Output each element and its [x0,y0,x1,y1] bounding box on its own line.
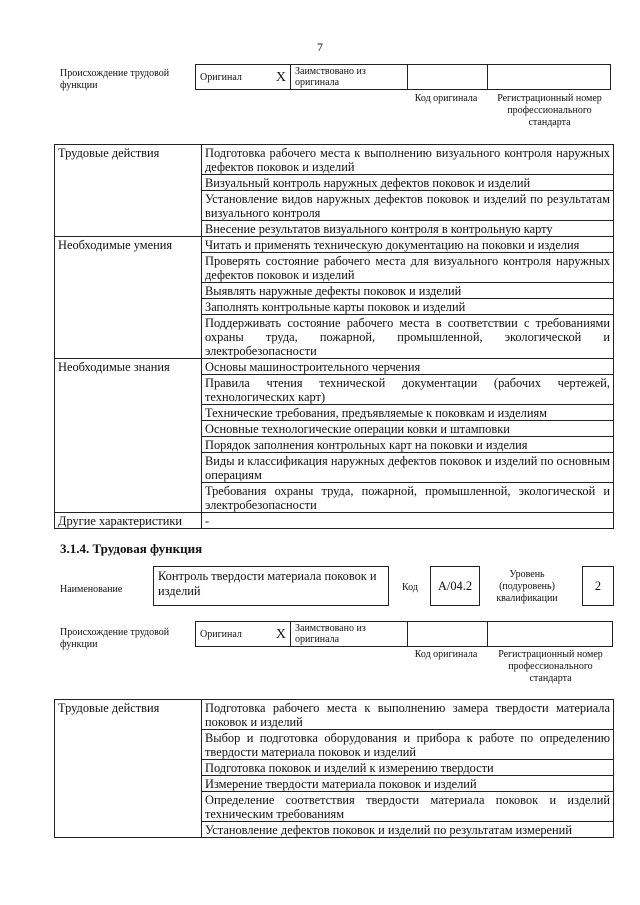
category-cell [55,437,202,453]
original-label: Оригинал [200,628,242,640]
category-cell [55,175,202,191]
reg-caption: Регистрационный номер профессионального стандарта [498,649,603,684]
content-cell: Определение соответствия твердости материала поковок и изделий техническим требованиям [202,792,614,822]
content-cell: Подготовка рабочего места к выполнению замера твердости материала поковок и изделий [202,700,614,730]
origin-label: Происхождение трудовой функции [60,627,170,650]
original-mark: X [275,626,286,642]
table-row [55,760,614,776]
table-row [55,221,614,237]
category-cell [55,253,202,283]
original-cell [196,65,291,90]
origin-label: Происхождение трудовой функции [60,68,170,91]
content-cell: Установление дефектов поковок и изделий по результатам измерений [202,822,614,838]
table-row [55,375,614,405]
table-row [55,822,614,838]
content-cell: Проверять состояние рабочего места для визуального контроля наружных дефектов поковок и изделий [202,253,614,283]
table-row [55,283,614,299]
category-cell [55,283,202,299]
content-cell: Читать и применять техническую документацию на поковки и изделия [202,237,614,253]
category-cell: Необходимые знания [55,359,202,375]
table-row [55,359,614,375]
content-cell: Выявлять наружные дефекты поковок и изделий [202,283,614,299]
category-cell: Другие характеристики [55,513,202,529]
content-cell: Выбор и подготовка оборудования и прибора к работе по определению твердости материала поковок и изделий [202,730,614,760]
content-cell: Измерение твердости материала поковок и изделий [202,776,614,792]
category-cell [55,760,202,776]
category-cell: Трудовые действия [55,145,202,175]
category-cell: Необходимые умения [55,237,202,253]
name-value: Контроль твердости материала поковок и изделий [158,569,377,598]
content-cell: Установление видов наружных дефектов поковок и изделий по результатам визуального контроля [202,191,614,221]
category-cell [55,191,202,221]
code-box [430,566,480,606]
code-caption: Код оригинала [414,649,478,660]
content-cell: Виды и классификация наружных дефектов поковок и изделий по основным операциям [202,453,614,483]
content-cell: Поддерживать состояние рабочего места в соответствии с требованиями охраны труда, пожарной, промышленной, экологической и электробезопасности [202,315,614,359]
category-cell [55,221,202,237]
content-cell: Технические требования, предъявляемые к поковкам и изделиям [202,405,614,421]
table-row [55,453,614,483]
content-cell: Основы машиностроительного черчения [202,359,614,375]
table-row [55,483,614,513]
content-cell: Внесение результатов визуального контроля в контрольную карту [202,221,614,237]
content-cell: Основные технологические операции ковки и штамповки [202,421,614,437]
category-cell: Трудовые действия [55,700,202,730]
table-row [55,315,614,359]
table-row [55,421,614,437]
category-cell [55,792,202,822]
original-code-cell [408,622,488,647]
table-row [55,437,614,453]
table-row [55,513,614,529]
table-row [55,792,614,822]
table-row [55,237,614,253]
reg-number-cell [488,65,611,90]
code-label: Код [402,582,418,593]
content-cell: - [202,513,614,529]
name-box [153,566,389,606]
content-cell: Подготовка рабочего места к выполнению визуального контроля наружных дефектов поковок и изделий [202,145,614,175]
table-row [55,191,614,221]
level-box [582,566,614,606]
reg-number-cell [488,622,613,647]
original-mark: X [275,69,286,85]
code-value: А/04.2 [437,579,473,593]
reg-caption: Регистрационный номер профессионального стандарта [497,93,602,128]
original-cell [196,622,291,647]
level-label: Уровень (подуровень) квалификации [496,569,558,604]
category-cell [55,453,202,483]
content-cell: Порядок заполнения контрольных карт на поковки и изделия [202,437,614,453]
category-cell [55,421,202,437]
table-row [55,253,614,283]
category-cell [55,776,202,792]
code-caption: Код оригинала [414,93,478,104]
name-label: Наименование [60,584,123,595]
category-cell [55,299,202,315]
content-cell: Визуальный контроль наружных дефектов поковок и изделий [202,175,614,191]
content-cell: Подготовка поковок и изделий к измерению твердости [202,760,614,776]
category-cell [55,315,202,359]
content-cell: Требования охраны труда, пожарной, промышленной, экологической и электробезопасности [202,483,614,513]
origin-table [195,64,611,90]
content-cell: Правила чтения технической документации (рабочих чертежей, технологических карт) [202,375,614,405]
table-row [55,405,614,421]
page-number: 7 [317,40,323,54]
table-row [55,175,614,191]
category-cell [55,405,202,421]
section-heading: 3.1.4. Трудовая функция [60,541,203,556]
level-value: 2 [594,579,602,593]
table-row [55,700,614,730]
origin-table [195,621,613,647]
table-row [55,145,614,175]
work-function-table [54,699,614,838]
borrowed-cell: Заимствовано из оригинала [291,65,408,90]
work-function-table [54,144,614,529]
table-row [55,299,614,315]
original-label: Оригинал [200,71,242,83]
category-cell [55,822,202,838]
category-cell [55,375,202,405]
content-cell: Заполнять контрольные карты поковок и изделий [202,299,614,315]
table-row [55,776,614,792]
table-row [55,730,614,760]
category-cell [55,483,202,513]
original-code-cell [408,65,488,90]
category-cell [55,730,202,760]
borrowed-cell: Заимствовано из оригинала [291,622,408,647]
